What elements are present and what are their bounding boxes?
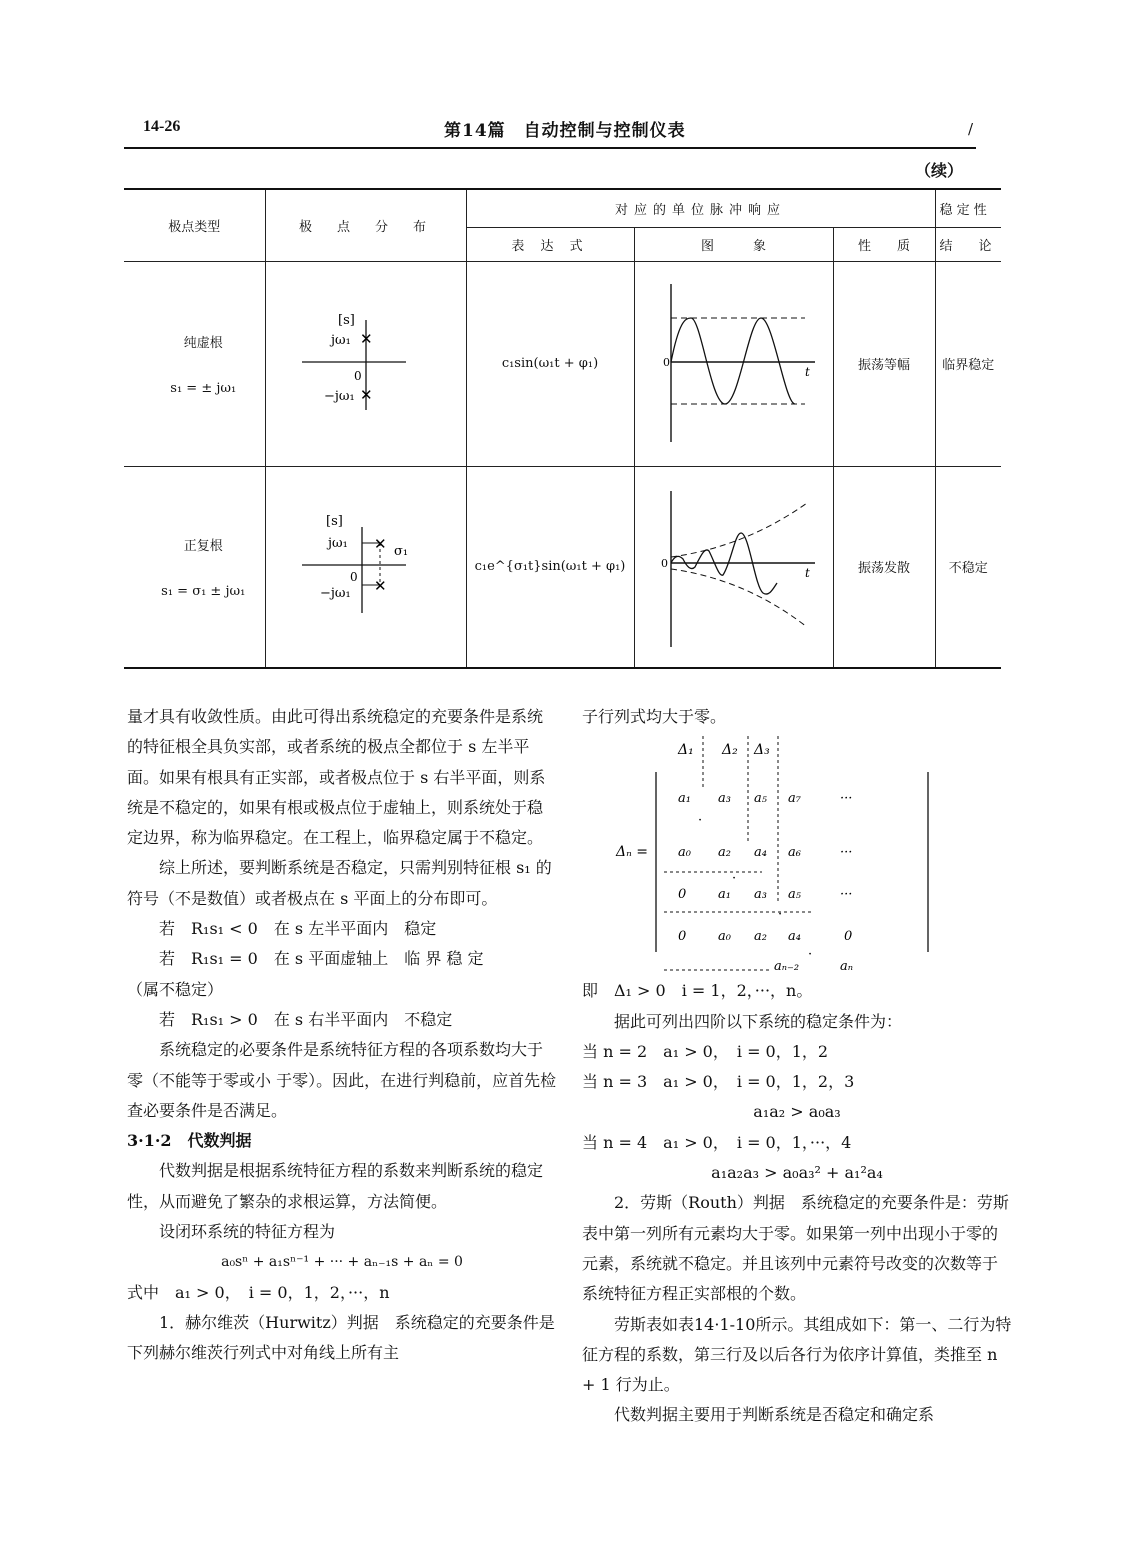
pole-type-name: 纯虚根 xyxy=(183,335,223,351)
condition-line: a₁a₂ > a₀a₃ xyxy=(753,1102,841,1122)
svg-text:a₀: a₀ xyxy=(718,929,731,945)
svg-text:···: ··· xyxy=(840,845,853,861)
condition-line: 当 n = 2 a₁ > 0， i = 0，1，2 xyxy=(582,1041,829,1061)
svg-text:a₁: a₁ xyxy=(718,887,731,903)
svg-text:0: 0 xyxy=(678,929,687,945)
svg-text:a₄: a₄ xyxy=(754,845,767,861)
plane-label: [s] xyxy=(325,513,343,529)
graph-origin: 0 xyxy=(662,355,670,369)
conclusion-cell: 不稳定 xyxy=(935,466,1001,668)
paragraph: 即 Δ₁ > 0 i = 1，2，···，n。 xyxy=(582,981,813,1001)
svg-text:·: · xyxy=(808,947,813,963)
pole-type-cell xyxy=(124,466,265,668)
delta-1: Δ₁ xyxy=(678,742,694,759)
nature-cell: 振荡等幅 xyxy=(833,261,935,466)
condition-line: a₁a₂a₃ > a₀a₃² + a₁²a₄ xyxy=(711,1163,883,1183)
jw-upper-label: jω₁ xyxy=(330,332,351,348)
paragraph: 系统稳定的必要条件是系统特征方程的各项系数均大于零（不能等于零或小 于零）。因此，在进行判稳前，应首先检查必要条件是否满足。 xyxy=(127,1040,557,1120)
root-formula: s₁ = ± jω₁ xyxy=(170,380,237,396)
hurwitz-determinant-svg xyxy=(582,732,1012,975)
left-column xyxy=(127,702,557,1369)
svg-text:a₃: a₃ xyxy=(718,791,731,807)
hurwitz-matrix xyxy=(582,732,1012,975)
header-impulse-response: 对应的单位脉冲响应 xyxy=(466,189,935,227)
page-number: 14-26 xyxy=(143,118,181,135)
svg-text:0: 0 xyxy=(844,929,853,945)
svg-text:a₄: a₄ xyxy=(788,929,801,945)
plane-label: [s] xyxy=(337,312,355,328)
expression-cell: c₁sin(ω₁t + φ₁) xyxy=(466,261,634,466)
section-heading: 3·1·2 代数判据 xyxy=(127,1131,252,1151)
header-pole-distribution: 极 点 分 布 xyxy=(265,189,466,261)
nature-cell: 振荡发散 xyxy=(833,466,935,668)
delta-n-label: Δₙ = xyxy=(616,844,648,861)
condition-note: （属不稳定） xyxy=(127,979,224,999)
table-row xyxy=(124,466,1001,668)
origin-label: 0 xyxy=(349,569,358,584)
origin-label: 0 xyxy=(353,368,362,383)
header-expression: 表 达 式 xyxy=(466,227,634,261)
paragraph: 劳斯表如表14·1-10所示。其组成如下：第一、二行为特征方程的系数，第三行及以后各行为依序计算值，类推至 n + 1 行为止。 xyxy=(582,1314,1012,1395)
condition-line: 当 n = 3 a₁ > 0， i = 0，1，2，3 xyxy=(582,1072,855,1092)
svg-text:a₅: a₅ xyxy=(788,887,801,903)
svg-text:a₂: a₂ xyxy=(718,845,731,861)
header-stability-2: 结 论 xyxy=(935,227,1001,261)
right-column xyxy=(582,702,1012,1431)
graph-t-axis: t xyxy=(804,565,810,580)
paragraph: 代数判据是根据系统特征方程的系数来判断系统的稳定性，从而避免了繁杂的求根运算，方法简便。 xyxy=(127,1161,544,1211)
svg-text:a₂: a₂ xyxy=(754,929,767,945)
paragraph: 综上所述，要判断系统是否稳定，只需判别特征根 s₁ 的符号（不是数值）或者极点在 s 平面上的分布即可。 xyxy=(127,858,552,908)
pole-marker-lower: ✕ xyxy=(373,576,387,595)
svg-text:···: ··· xyxy=(840,791,853,807)
pole-distribution-cell xyxy=(265,261,466,466)
svg-text:···: ··· xyxy=(840,887,853,903)
svg-text:aₙ: aₙ xyxy=(840,959,854,975)
characteristic-equation: a₀sⁿ + a₁sⁿ⁻¹ + ··· + aₙ₋₁s + aₙ = 0 xyxy=(221,1254,463,1271)
s-plane-diagram-imaginary xyxy=(266,262,466,462)
graph-t-axis: t xyxy=(804,364,810,379)
root-formula: s₁ = σ₁ ± jω₁ xyxy=(161,583,246,599)
graph-cell xyxy=(634,466,833,668)
header-rule xyxy=(124,147,976,149)
svg-text:0: 0 xyxy=(678,887,687,903)
svg-text:a₀: a₀ xyxy=(678,845,691,861)
svg-text:·: · xyxy=(698,813,703,829)
condition-line: 若 R₁s₁ = 0 在 s 平面虚轴上 临 界 稳 定 xyxy=(159,949,484,969)
paragraph: 式中 a₁ > 0， i = 0，1，2，···，n xyxy=(127,1282,390,1302)
header-pole-type: 极点类型 xyxy=(124,189,265,261)
jw-upper-label: jω₁ xyxy=(327,535,348,551)
paragraph: 据此可列出四阶以下系统的稳定条件为： xyxy=(614,1011,903,1031)
sigma-label: σ₁ xyxy=(393,543,408,559)
svg-text:a₁: a₁ xyxy=(678,791,691,807)
impulse-response-graph-sustained xyxy=(635,262,833,462)
paragraph: 设闭环系统的特征方程为 xyxy=(159,1222,336,1242)
corner-mark: / xyxy=(968,120,974,138)
pole-distribution-cell xyxy=(265,466,466,668)
pole-marker-upper: ✕ xyxy=(359,329,373,348)
s-plane-diagram-positive-complex xyxy=(266,467,466,663)
page-header xyxy=(0,112,1138,152)
pole-response-table xyxy=(124,188,1001,669)
jw-lower-label: −jω₁ xyxy=(319,585,351,601)
paragraph: 代数判据主要用于判断系统是否稳定和确定系 xyxy=(614,1405,935,1425)
condition-line: 若 R₁s₁ > 0 在 s 右半平面内 不稳定 xyxy=(159,1009,453,1029)
svg-text:a₇: a₇ xyxy=(788,791,801,807)
delta-2: Δ₂ xyxy=(722,742,738,759)
paragraph: 1．赫尔维茨（Hurwitz）判据 系统稳定的充要条件是下列赫尔维茨行列式中对角线上所有主 xyxy=(127,1312,555,1363)
impulse-response-graph-divergent xyxy=(635,467,833,663)
header-nature: 性 质 xyxy=(833,227,935,261)
pole-marker-upper: ✕ xyxy=(373,534,387,553)
condition-line: 若 R₁s₁ < 0 在 s 左半平面内 稳定 xyxy=(159,919,437,939)
paragraph: 子行列式均大于零。 xyxy=(582,707,727,726)
condition-line: 当 n = 4 a₁ > 0， i = 0，1，···，4 xyxy=(582,1132,852,1152)
pole-type-name: 正复根 xyxy=(183,538,223,554)
table-continued-label: （续） xyxy=(915,161,964,180)
header-stability-1: 稳 定 性 xyxy=(935,189,1001,227)
conclusion-cell: 临界稳定 xyxy=(935,261,1001,466)
pole-marker-lower: ✕ xyxy=(359,385,373,404)
delta-3: Δ₃ xyxy=(754,742,770,759)
svg-text:a₆: a₆ xyxy=(788,845,801,861)
paragraph: 量才具有收敛性质。由此可得出系统稳定的充要条件是系统的特征根全具负实部，或者系统的极点全都位于 s 左半平面。如果有根具有正实部，或者极点位于 s 右半平面，则系统是不稳定的，如果有根或极点位于虚轴上，则系统处于稳定边界，称为临界稳定。在工程上，临界稳定属于不稳定。 xyxy=(127,707,546,848)
svg-text:a₅: a₅ xyxy=(754,791,767,807)
svg-text:aₙ₋₂: aₙ₋₂ xyxy=(774,959,800,975)
graph-cell xyxy=(634,261,833,466)
svg-text:·: · xyxy=(778,907,783,923)
chapter-title: 第14篇 自动控制与控制仪表 xyxy=(444,121,686,141)
table-row xyxy=(124,261,1001,466)
graph-origin: 0 xyxy=(660,556,668,570)
header-graph: 图 象 xyxy=(634,227,833,261)
svg-text:·: · xyxy=(732,871,737,887)
paragraph: 2．劳斯（Routh）判据 系统稳定的充要条件是：劳斯表中第一列所有元素均大于零。如果第一列中出现小于零的元素，系统就不稳定。并且该列中元素符号改变的次数等于系统特征方程正实部根的个数。 xyxy=(582,1193,1009,1304)
pole-type-cell xyxy=(124,261,265,466)
expression-cell: c₁e^{σ₁t}sin(ω₁t + φ₁) xyxy=(466,466,634,668)
jw-lower-label: −jω₁ xyxy=(323,388,355,404)
svg-text:a₃: a₃ xyxy=(754,887,767,903)
